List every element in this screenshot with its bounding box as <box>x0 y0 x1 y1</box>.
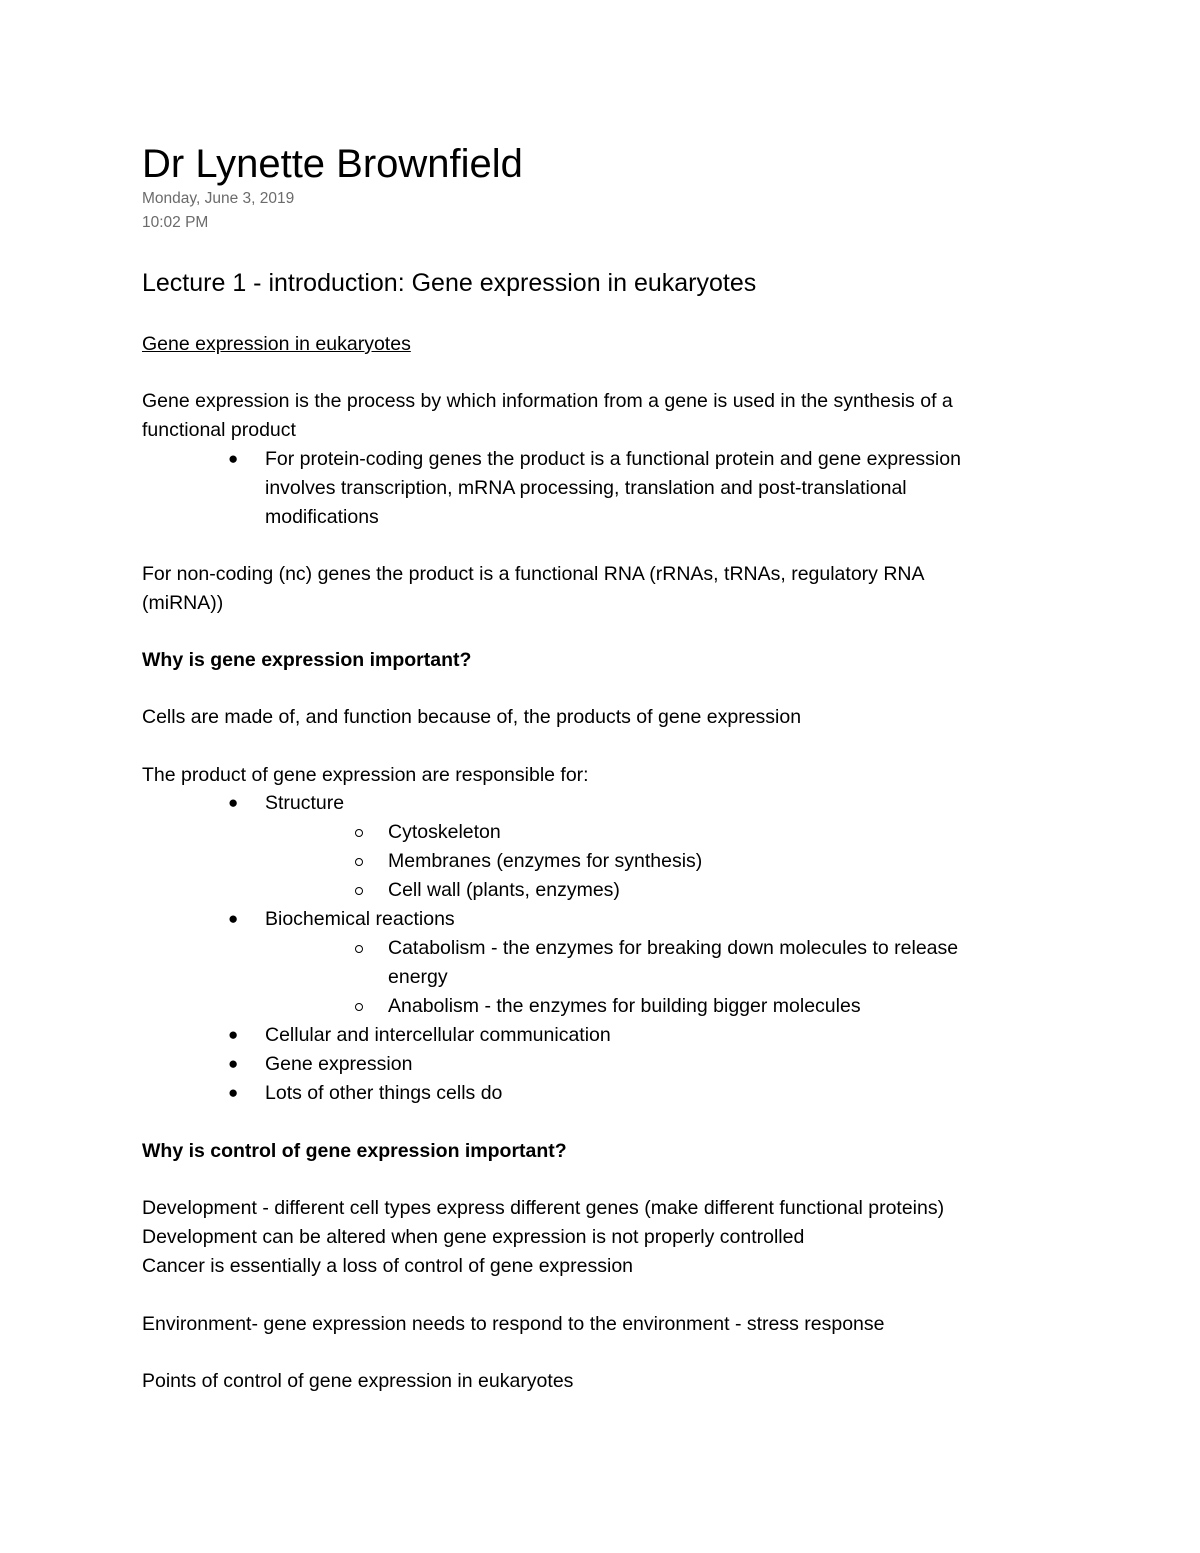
points-of-control-line: Points of control of gene expression in eukaryotes <box>142 1370 574 1392</box>
bullet-icon: ● <box>228 1054 239 1073</box>
section-heading-why-important: Why is gene expression important? <box>142 649 472 671</box>
responsible-line: The product of gene expression are responsible for: <box>142 764 589 786</box>
protein-coding-line: modifications <box>265 506 379 528</box>
circle-bullet-icon <box>355 1003 363 1011</box>
list-item-structure: Structure <box>265 792 345 814</box>
bullet-icon: ● <box>228 1025 239 1044</box>
bullet-icon: ● <box>228 909 239 928</box>
bullet-icon: ● <box>228 1083 239 1102</box>
cells-line: Cells are made of, and function because of, the products of gene expression <box>142 706 802 728</box>
sub-item-cytoskeleton: Cytoskeleton <box>388 821 501 843</box>
list-item-other-things: Lots of other things cells do <box>265 1082 503 1104</box>
development-line: Development - different cell types express different genes (make different functional proteins) <box>142 1197 945 1219</box>
sub-item-cell-wall: Cell wall (plants, enzymes) <box>388 879 620 901</box>
environment-line: Environment- gene expression needs to respond to the environment - stress response <box>142 1313 885 1335</box>
noncoding-line: (miRNA)) <box>142 592 224 614</box>
sub-item-anabolism: Anabolism - the enzymes for building bigger molecules <box>388 995 861 1017</box>
sub-item-membranes: Membranes (enzymes for synthesis) <box>388 850 703 872</box>
cancer-line: Cancer is essentially a loss of control of gene expression <box>142 1255 634 1277</box>
list-item-biochemical: Biochemical reactions <box>265 908 455 930</box>
circle-bullet-icon <box>355 829 363 837</box>
protein-coding-line: For protein-coding genes the product is a functional protein and gene expression <box>265 448 961 470</box>
note-date: Monday, June 3, 2019 <box>142 190 295 207</box>
page-title: Dr Lynette Brownfield <box>142 142 523 186</box>
section-heading-why-control: Why is control of gene expression important? <box>142 1140 567 1162</box>
definition-line: functional product <box>142 419 296 441</box>
protein-coding-line: involves transcription, mRNA processing, translation and post-translational <box>265 477 907 499</box>
list-item-communication: Cellular and intercellular communication <box>265 1024 611 1046</box>
circle-bullet-icon <box>355 887 363 895</box>
bullet-icon: ● <box>228 793 239 812</box>
sub-item-catabolism-cont: energy <box>388 966 448 988</box>
sub-item-catabolism: Catabolism - the enzymes for breaking down molecules to release <box>388 937 959 959</box>
development-line: Development can be altered when gene expression is not properly controlled <box>142 1226 805 1248</box>
lecture-title: Lecture 1 - introduction: Gene expression in eukaryotes <box>142 269 757 297</box>
definition-line: Gene expression is the process by which information from a gene is used in the synthesis of a <box>142 390 953 412</box>
section-heading-gene-expression: Gene expression in eukaryotes <box>142 333 411 355</box>
note-time: 10:02 PM <box>142 214 209 231</box>
circle-bullet-icon <box>355 858 363 866</box>
circle-bullet-icon <box>355 945 363 953</box>
list-item-gene-expression: Gene expression <box>265 1053 413 1075</box>
noncoding-line: For non-coding (nc) genes the product is a functional RNA (rRNAs, tRNAs, regulatory RNA <box>142 563 925 585</box>
bullet-icon: ● <box>228 449 239 468</box>
